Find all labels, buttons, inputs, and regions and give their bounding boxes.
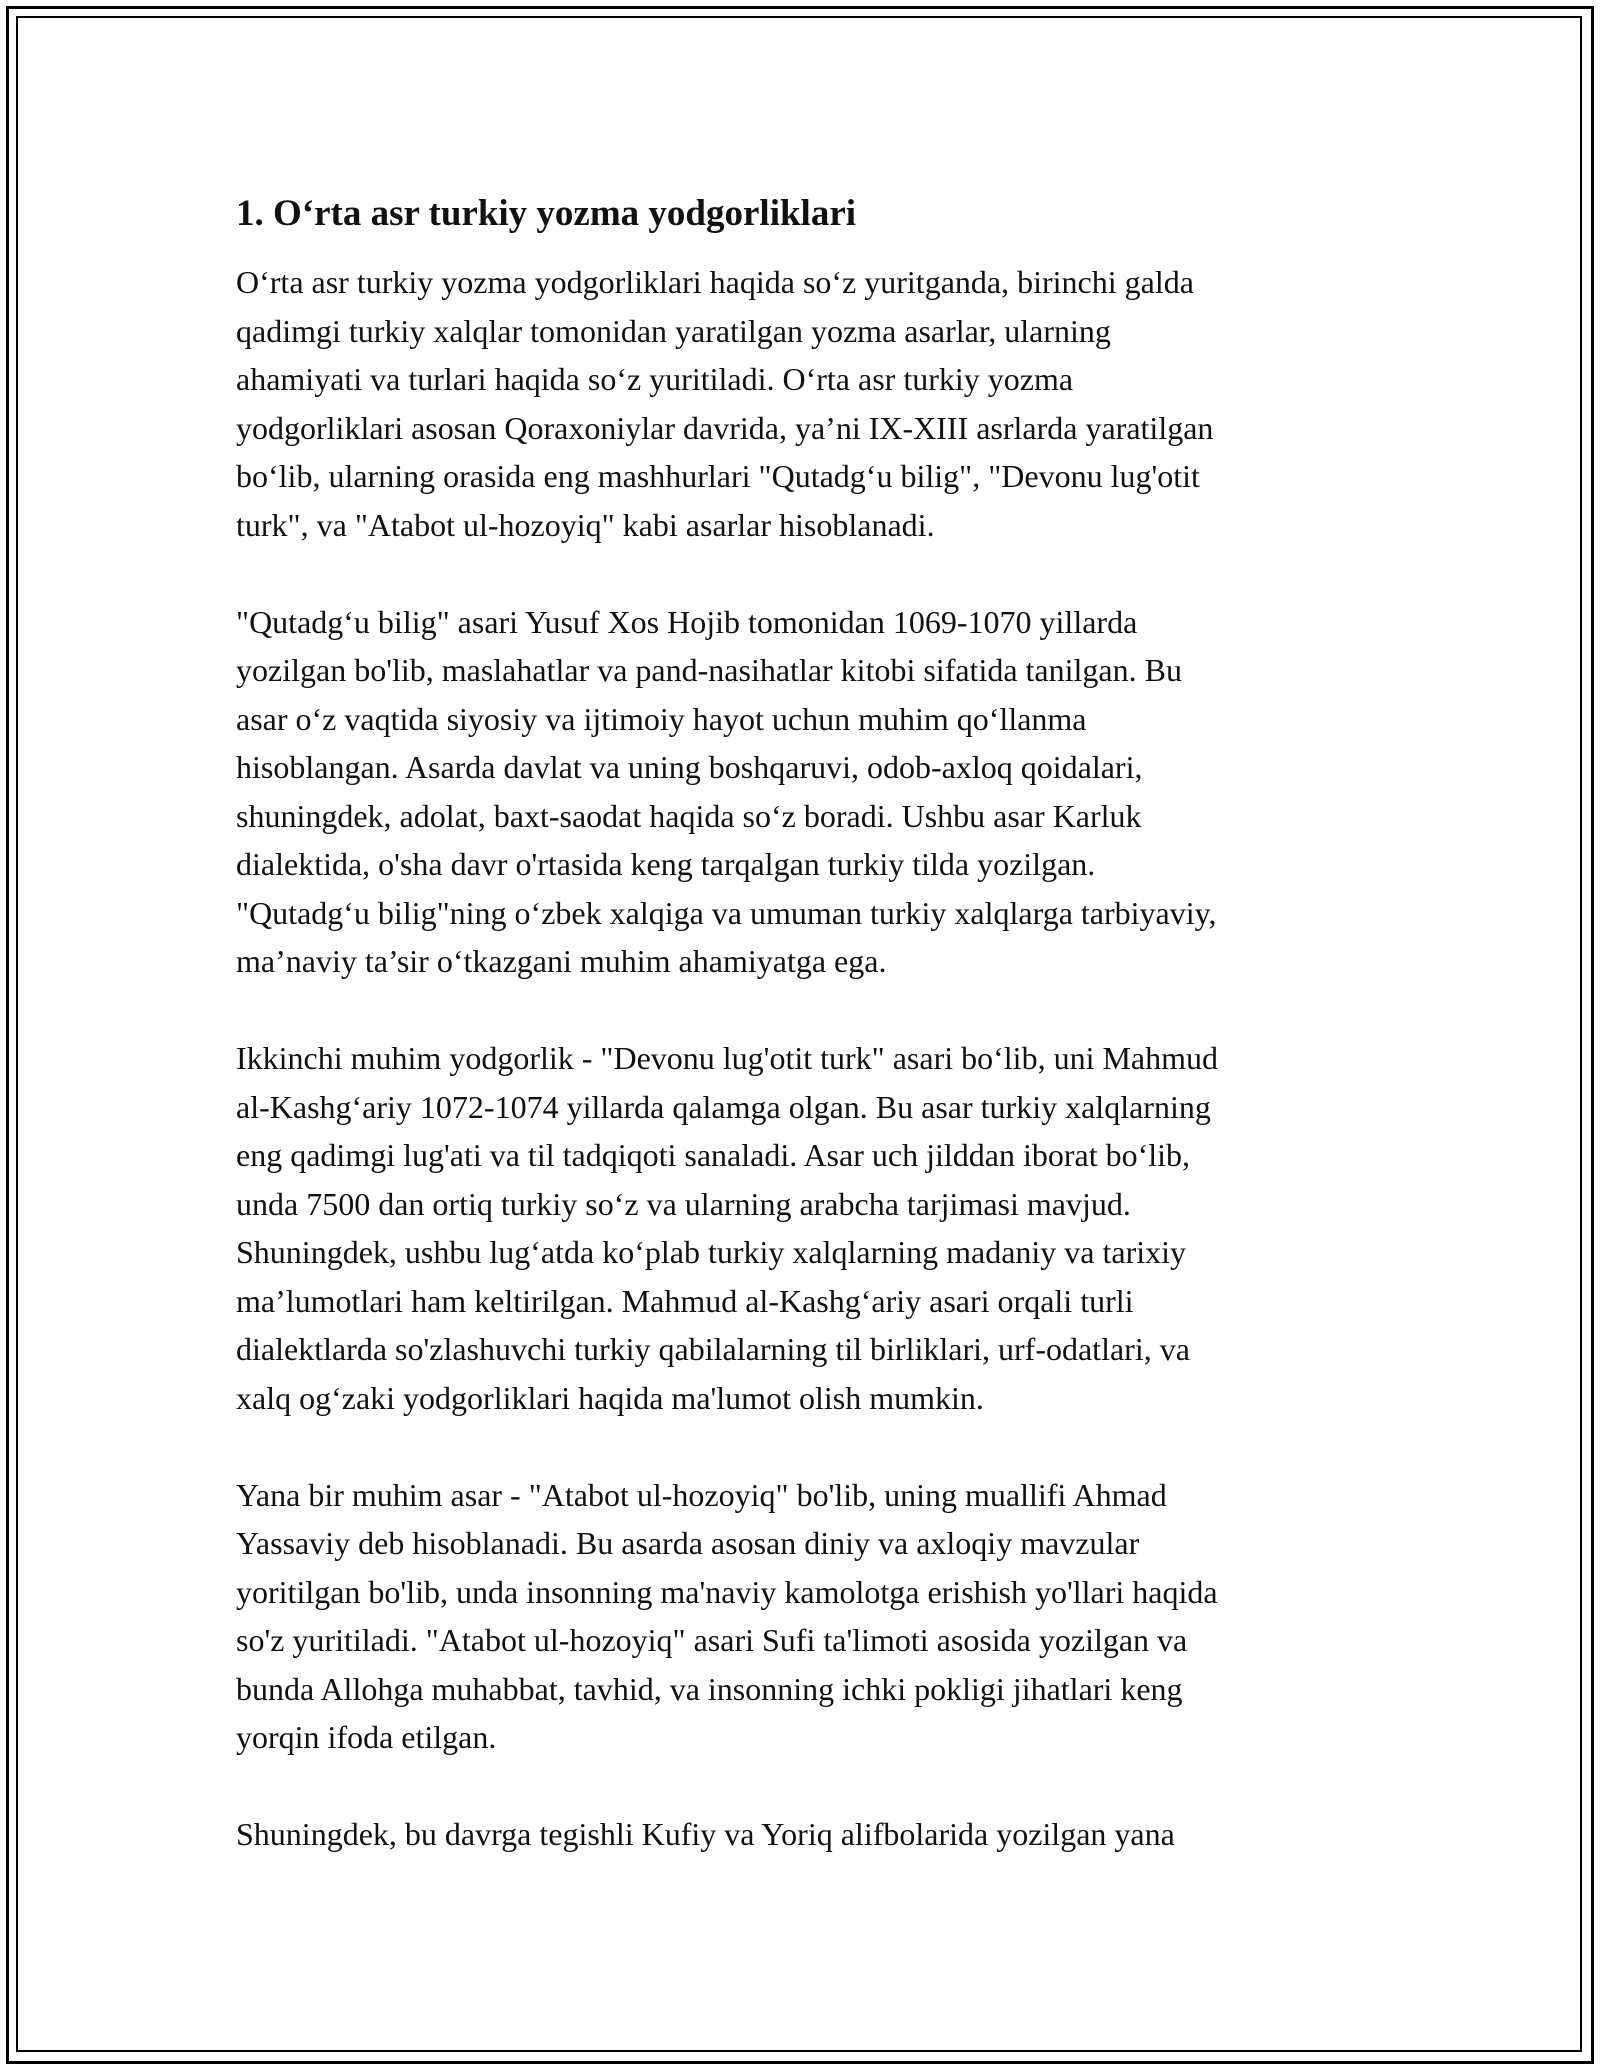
text-line: ahamiyati va turlari haqida so‘z yuritiladi. O‘rta asr turkiy yozma [236, 361, 1074, 397]
text-line: yodgorliklari asosan Qoraxoniylar davrida, ya’ni IX-XIII asrlarda yaratilgan [236, 409, 1214, 446]
text-line: so'z yuritiladi. "Atabot ul-hozoyiq" asari Sufi ta'limoti asosida yozilgan va [236, 1622, 1188, 1658]
text-line: turk", va "Atabot ul-hozoyiq" kabi asarlar hisoblanadi. [236, 506, 935, 543]
text-line: O‘rta asr turkiy yozma yodgorliklari haqida so‘z yuritganda, birinchi galda [236, 264, 1194, 300]
text-line: xalq og‘zaki yodgorliklari haqida ma'lumot olish mumkin. [236, 1379, 984, 1416]
text-line: Shuningdek, bu davrga tegishli Kufiy va Yoriq alifbolarida yozilgan yana [236, 1816, 1175, 1852]
text-line: bo‘lib, ularning orasida eng mashhurlari "Qutadg‘u bilig", "Devonu lug'otit [236, 458, 1200, 494]
paragraph-3 [236, 1034, 1386, 1422]
text-line: unda 7500 dan ortiq turkiy so‘z va ularning arabcha tarjimasi mavjud. [236, 1185, 1131, 1222]
text-line: asar o‘z vaqtida siyosiy va ijtimoiy hayot uchun muhim qo‘llanma [236, 700, 1087, 737]
text-line: ma’naviy ta’sir o‘tkazgani muhim ahamiyatga ega. [236, 943, 887, 979]
text-line: Shuningdek, ushbu lug‘atda ko‘plab turkiy xalqlarning madaniy va tarixiy [236, 1234, 1187, 1270]
text-line: Ikkinchi muhim yodgorlik - "Devonu lug'otit turk" asari bo‘lib, uni Mahmud [236, 1040, 1218, 1076]
text-line: hisoblangan. Asarda davlat va uning boshqaruvi, odob-axloq qoidalari, [236, 749, 1143, 785]
text-line: "Qutadg‘u bilig"ning o‘zbek xalqiga va umuman turkiy xalqlarga tarbiyaviy, [236, 894, 1217, 931]
text-line: shuningdek, adolat, baxt-saodat haqida so‘z boradi. Ushbu asar Karluk [236, 797, 1142, 834]
text-line: Yana bir muhim asar - "Atabot ul-hozoyiq" bo'lib, uning muallifi Ahmad [236, 1476, 1167, 1513]
text-line: yozilgan bo'lib, maslahatlar va pand-nasihatlar kitobi sifatida tanilgan. Bu [236, 652, 1182, 688]
text-line: eng qadimgi lug'ati va til tadqiqoti sanaladi. Asar uch jilddan iborat bo‘lib, [236, 1137, 1191, 1173]
text-line: al-Kashg‘ariy 1072-1074 yillarda qalamga olgan. Bu asar turkiy xalqlarning [236, 1088, 1211, 1125]
text-line: qadimgi turkiy xalqlar tomonidan yaratilgan yozma asarlar, ularning [236, 312, 1111, 349]
section-heading: 1. O‘rta asr turkiy yozma yodgorliklari [236, 193, 857, 234]
text-line: yorqin ifoda etilgan. [236, 1719, 497, 1755]
text-line: dialektlarda so'zlashuvchi turkiy qabilalarning til birliklari, urf-odatlari, va [236, 1331, 1190, 1367]
text-line: ma’lumotlari ham keltirilgan. Mahmud al-Kashg‘ariy asari orqali turli [236, 1282, 1134, 1319]
text-line: Yassaviy deb hisoblanadi. Bu asarda asosan diniy va axloqiy mavzular [236, 1525, 1140, 1561]
text-line: "Qutadg‘u bilig" asari Yusuf Xos Hojib tomonidan 1069-1070 yillarda [236, 603, 1138, 640]
text-line: bunda Allohga muhabbat, tavhid, va insonning ichki pokligi jihatlari keng [236, 1670, 1183, 1707]
text-line: dialektida, o'sha davr o'rtasida keng tarqalgan turkiy tilda yozilgan. [236, 846, 1096, 882]
text-line: yoritilgan bo'lib, unda insonning ma'naviy kamolotga erishish yo'llari haqida [236, 1573, 1218, 1610]
paragraph-5 [236, 1810, 1386, 1859]
paragraph-2 [236, 598, 1386, 986]
paragraph-1 [236, 258, 1386, 549]
paragraph-4 [236, 1471, 1386, 1762]
document-body [236, 190, 1386, 1907]
